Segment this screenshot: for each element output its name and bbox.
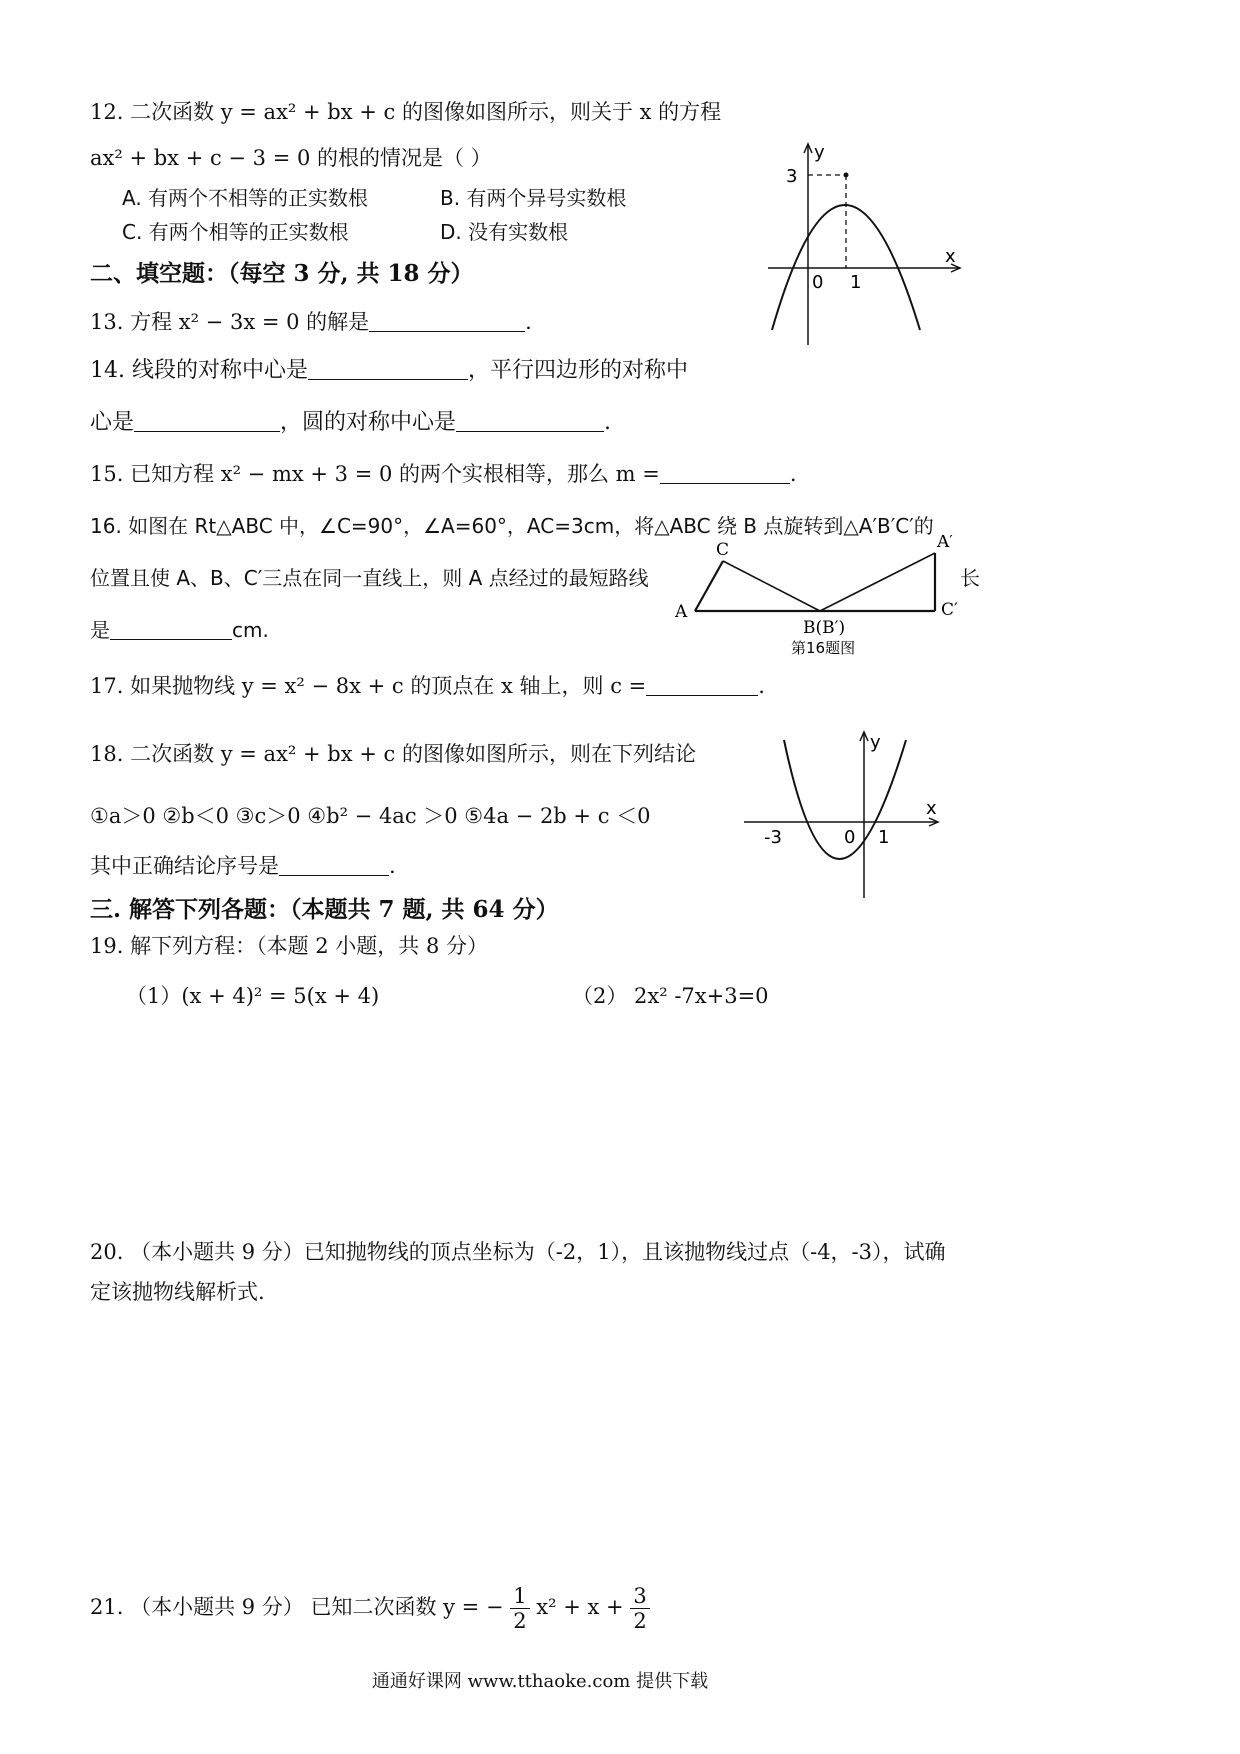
q17-text: 17. 如果抛物线 y = x² − 8x + c 的顶点在 x 轴上，则 c = <box>90 674 647 698</box>
q21-text: 21. （本小题共 9 分） 已知二次函数 y = − <box>90 1595 504 1620</box>
q16-segment-cb <box>723 561 820 611</box>
q13-line <box>90 310 532 335</box>
q16-text-3: 是 <box>90 618 110 642</box>
q21-fraction-1-numerator: 1 <box>510 1584 529 1609</box>
q18-line1: 18. 二次函数 y = ax² + bx + c 的图像如图所示，则在下列结论 <box>90 742 696 766</box>
q15-text: 15. 已知方程 x² − mx + 3 = 0 的两个实根相等，那么 m = <box>90 462 660 486</box>
q12-label-1: 1 <box>850 272 862 293</box>
q21-fraction-1 <box>510 1584 529 1633</box>
q21-fraction-2 <box>630 1584 649 1633</box>
q18-answer-blank[interactable] <box>279 855 389 876</box>
q19-part1: （1）(x + 4)² = 5(x + 4) <box>126 984 380 1008</box>
q21-line <box>90 1584 650 1633</box>
q16-caption: 第16题图 <box>791 639 856 657</box>
q16-unit: cm. <box>232 618 269 642</box>
page-footer: 通通好课网 www.tthaoke.com 提供下载 <box>371 1671 709 1692</box>
q12-parabola-figure <box>760 140 970 350</box>
q18-x-label: x <box>926 798 937 819</box>
q12-option-d: D. 没有实数根 <box>440 220 569 244</box>
q19-part2: （2） 2x² -7x+3=0 <box>572 984 769 1008</box>
q15-end: . <box>789 462 797 486</box>
q14-blank-circle[interactable] <box>456 411 604 432</box>
q19-line1: 19. 解下列方程：（本题 2 小题，共 8 分） <box>90 934 488 958</box>
q14-line1 <box>90 358 688 384</box>
q12-option-b: B. 有两个异号实数根 <box>440 186 627 210</box>
q17-line <box>90 674 765 699</box>
q13-answer-blank[interactable] <box>369 311 525 332</box>
q18-y-label: y <box>870 732 881 753</box>
q15-answer-blank[interactable] <box>660 463 790 484</box>
q17-end: . <box>758 674 765 698</box>
q16-line2-end: 长 <box>960 566 980 590</box>
q18-end: . <box>389 854 396 878</box>
q15-line <box>90 462 797 487</box>
q14-blank-parallelogram[interactable] <box>134 411 280 432</box>
q16-segment-ba2 <box>820 553 935 611</box>
q16-answer-blank[interactable] <box>110 619 232 640</box>
q21-middle: x² + x + <box>536 1595 624 1620</box>
q14-text-1: 14. 线段的对称中心是 <box>90 358 308 383</box>
q16-label-b: B(B′) <box>803 618 846 638</box>
q18-conclusions: ①a＞0 ②b＜0 ③c＞0 ④b² − 4ac ＞0 ⑤4a − 2b + c ＜0 <box>90 804 651 828</box>
q16-line1: 16. 如图在 Rt△ABC 中，∠C=90°，∠A=60°，AC=3cm，将△ABC 绕 B 点旋转到△A′B′C′的 <box>90 514 934 538</box>
q16-label-c-prime: C′ <box>941 600 958 620</box>
q16-line2: 位置且使 A、B、C′三点在同一直线上，则 A 点经过的最短路线 <box>90 566 649 590</box>
section-3-heading: 三. 解答下列各题：（本题共 7 题, 共 64 分） <box>90 896 559 923</box>
q18-text: 其中正确结论序号是 <box>90 854 279 878</box>
q12-option-a: A. 有两个不相等的正实数根 <box>122 186 369 210</box>
q12-y-label: y <box>814 142 825 163</box>
q16-label-c: C <box>716 540 730 560</box>
q14-text-3: 心是 <box>90 410 135 435</box>
q12-label-3: 3 <box>786 166 798 187</box>
q12-x-label: x <box>945 246 956 267</box>
q14-line2 <box>90 410 611 436</box>
q18-label-1: 1 <box>878 827 890 848</box>
q13-end: . <box>525 310 532 334</box>
q20-line1: 20. （本小题共 9 分）已知抛物线的顶点坐标为（-2，1），且该抛物线过点（-4，-3），试确 <box>90 1240 946 1264</box>
q12-line2: ax² + bx + c − 3 = 0 的根的情况是（ ） <box>90 146 492 170</box>
q18-parabola-figure <box>742 728 952 903</box>
q16-segment-ac <box>695 561 723 611</box>
q21-fraction-2-denominator: 2 <box>633 1609 647 1634</box>
q16-rotation-figure <box>675 535 970 660</box>
q12-label-0: 0 <box>812 272 824 293</box>
q18-line3 <box>90 854 396 879</box>
q21-fraction-2-numerator: 3 <box>630 1584 649 1609</box>
q18-label-0: 0 <box>844 827 856 848</box>
q12-option-c: C. 有两个相等的正实数根 <box>122 220 349 244</box>
q13-text: 13. 方程 x² − 3x = 0 的解是 <box>90 310 370 334</box>
q14-text-2: ，平行四边形的对称中 <box>467 358 688 383</box>
q16-label-a: A <box>675 602 688 622</box>
q17-answer-blank[interactable] <box>646 675 758 696</box>
section-2-heading: 二、填空题：（每空 3 分, 共 18 分） <box>90 260 474 287</box>
q21-fraction-1-denominator: 2 <box>513 1609 527 1634</box>
q16-label-a-prime: A′ <box>937 535 954 552</box>
q14-blank-segment[interactable] <box>308 359 468 380</box>
q12-line1: 12. 二次函数 y = ax² + bx + c 的图像如图所示，则关于 x 的方程 <box>90 100 722 124</box>
q14-text-4: ，圆的对称中心是 <box>280 410 457 435</box>
q14-end: . <box>604 410 612 435</box>
q20-line2: 定该抛物线解析式. <box>90 1280 265 1304</box>
q16-line3 <box>90 618 269 642</box>
q18-label-minus3: -3 <box>764 827 782 848</box>
